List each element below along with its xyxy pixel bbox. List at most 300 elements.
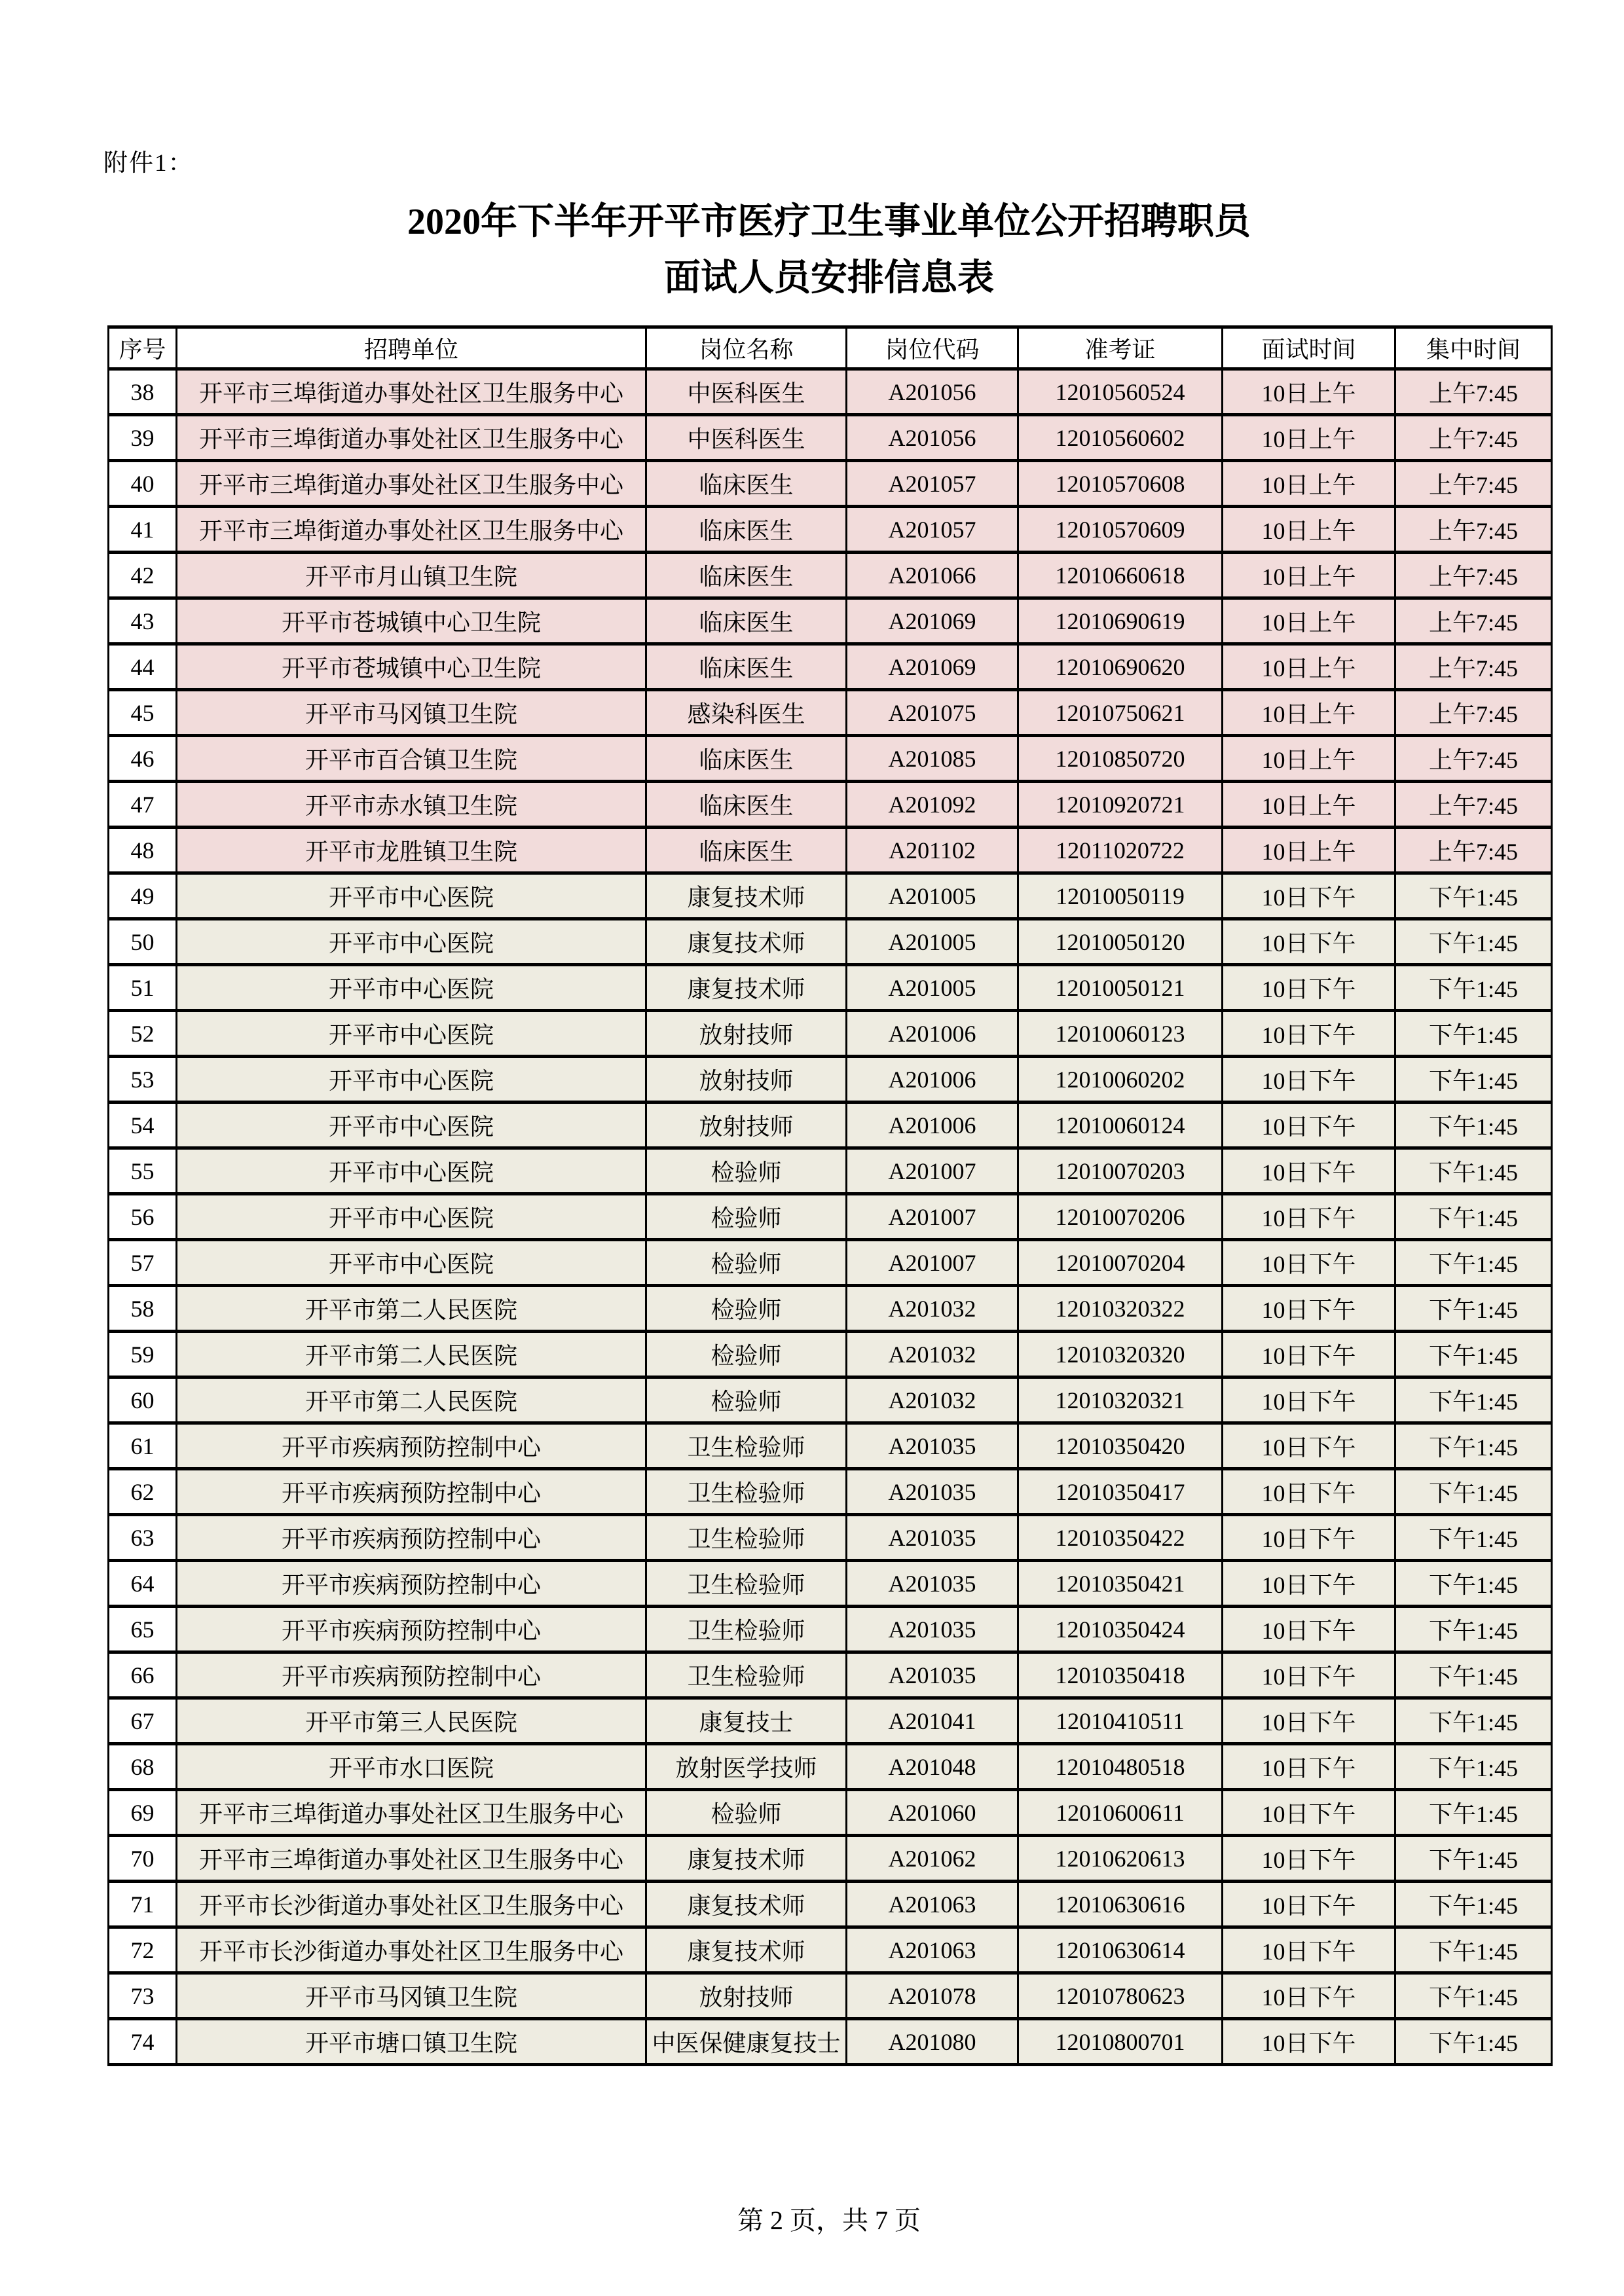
position-cell: 放射技师 bbox=[646, 1011, 847, 1057]
table-row bbox=[109, 1286, 1552, 1332]
table-header-row bbox=[109, 327, 1552, 369]
serial-cell: 64 bbox=[109, 1561, 177, 1607]
ticket-cell: 12011020722 bbox=[1018, 828, 1223, 873]
table-row bbox=[109, 1607, 1552, 1652]
serial-cell: 45 bbox=[109, 690, 177, 736]
serial-cell: 39 bbox=[109, 415, 177, 461]
ticket-cell: 12010480518 bbox=[1018, 1744, 1223, 1790]
interview-time-cell: 10日上午 bbox=[1223, 369, 1395, 415]
interview-time-cell: 10日下午 bbox=[1223, 1607, 1395, 1652]
position-cell: 放射技师 bbox=[646, 1102, 847, 1148]
code-cell: A201035 bbox=[847, 1423, 1018, 1469]
ticket-cell: 12010600611 bbox=[1018, 1790, 1223, 1836]
serial-cell: 57 bbox=[109, 1240, 177, 1286]
interview-time-cell: 10日下午 bbox=[1223, 1423, 1395, 1469]
unit-cell: 开平市马冈镇卫生院 bbox=[177, 1973, 646, 2019]
table-row bbox=[109, 1423, 1552, 1469]
code-cell: A201032 bbox=[847, 1332, 1018, 1377]
unit-cell: 开平市三埠街道办事处社区卫生服务中心 bbox=[177, 507, 646, 553]
header-assembly-time: 集中时间 bbox=[1395, 327, 1552, 369]
ticket-cell: 12010350418 bbox=[1018, 1652, 1223, 1698]
ticket-cell: 12010690620 bbox=[1018, 644, 1223, 690]
ticket-cell: 12010560524 bbox=[1018, 369, 1223, 415]
interview-time-cell: 10日上午 bbox=[1223, 644, 1395, 690]
position-cell: 卫生检验师 bbox=[646, 1515, 847, 1561]
position-cell: 临床医生 bbox=[646, 736, 847, 782]
table-row bbox=[109, 507, 1552, 553]
serial-cell: 67 bbox=[109, 1698, 177, 1744]
position-cell: 康复技术师 bbox=[646, 1882, 847, 1927]
assembly-time-cell: 上午7:45 bbox=[1395, 598, 1552, 644]
serial-cell: 50 bbox=[109, 919, 177, 965]
table-row bbox=[109, 1927, 1552, 1973]
interview-time-cell: 10日下午 bbox=[1223, 1561, 1395, 1607]
table-row bbox=[109, 369, 1552, 415]
assembly-time-cell: 下午1:45 bbox=[1395, 1332, 1552, 1377]
table-row bbox=[109, 415, 1552, 461]
page-number-footer: 第 2 页，共 7 页 bbox=[737, 2206, 921, 2235]
unit-cell: 开平市第二人民医院 bbox=[177, 1377, 646, 1423]
code-cell: A201007 bbox=[847, 1240, 1018, 1286]
unit-cell: 开平市中心医院 bbox=[177, 1102, 646, 1148]
interview-time-cell: 10日下午 bbox=[1223, 1194, 1395, 1240]
unit-cell: 开平市疾病预防控制中心 bbox=[177, 1607, 646, 1652]
unit-cell: 开平市中心医院 bbox=[177, 919, 646, 965]
table-row bbox=[109, 1469, 1552, 1515]
code-cell: A201075 bbox=[847, 690, 1018, 736]
interview-time-cell: 10日下午 bbox=[1223, 919, 1395, 965]
position-cell: 康复技术师 bbox=[646, 965, 847, 1011]
serial-cell: 40 bbox=[109, 461, 177, 507]
code-cell: A201078 bbox=[847, 1973, 1018, 2019]
code-cell: A201005 bbox=[847, 873, 1018, 919]
ticket-cell: 12010320320 bbox=[1018, 1332, 1223, 1377]
position-cell: 检验师 bbox=[646, 1194, 847, 1240]
assembly-time-cell: 上午7:45 bbox=[1395, 369, 1552, 415]
assembly-time-cell: 下午1:45 bbox=[1395, 1607, 1552, 1652]
code-cell: A201102 bbox=[847, 828, 1018, 873]
page-title-line1: 2020年下半年开平市医疗卫生事业单位公开招聘职员 bbox=[407, 202, 1251, 242]
position-cell: 临床医生 bbox=[646, 461, 847, 507]
assembly-time-cell: 下午1:45 bbox=[1395, 1194, 1552, 1240]
serial-cell: 72 bbox=[109, 1927, 177, 1973]
ticket-cell: 12010750621 bbox=[1018, 690, 1223, 736]
assembly-time-cell: 下午1:45 bbox=[1395, 1377, 1552, 1423]
ticket-cell: 12010070206 bbox=[1018, 1194, 1223, 1240]
serial-cell: 70 bbox=[109, 1836, 177, 1882]
interview-time-cell: 10日下午 bbox=[1223, 1057, 1395, 1102]
unit-cell: 开平市塘口镇卫生院 bbox=[177, 2019, 646, 2065]
unit-cell: 开平市疾病预防控制中心 bbox=[177, 1561, 646, 1607]
serial-cell: 42 bbox=[109, 553, 177, 598]
unit-cell: 开平市第三人民医院 bbox=[177, 1698, 646, 1744]
interview-time-cell: 10日下午 bbox=[1223, 1882, 1395, 1927]
assembly-time-cell: 下午1:45 bbox=[1395, 873, 1552, 919]
unit-cell: 开平市三埠街道办事处社区卫生服务中心 bbox=[177, 415, 646, 461]
ticket-cell: 12010630614 bbox=[1018, 1927, 1223, 1973]
interview-time-cell: 10日下午 bbox=[1223, 1652, 1395, 1698]
interview-time-cell: 10日下午 bbox=[1223, 873, 1395, 919]
interview-time-cell: 10日下午 bbox=[1223, 2019, 1395, 2065]
ticket-cell: 12010320321 bbox=[1018, 1377, 1223, 1423]
unit-cell: 开平市疾病预防控制中心 bbox=[177, 1652, 646, 1698]
table-row bbox=[109, 1377, 1552, 1423]
table-row bbox=[109, 1011, 1552, 1057]
code-cell: A201056 bbox=[847, 415, 1018, 461]
assembly-time-cell: 下午1:45 bbox=[1395, 1240, 1552, 1286]
assembly-time-cell: 下午1:45 bbox=[1395, 1469, 1552, 1515]
assembly-time-cell: 下午1:45 bbox=[1395, 1652, 1552, 1698]
position-cell: 临床医生 bbox=[646, 644, 847, 690]
position-cell: 中医科医生 bbox=[646, 415, 847, 461]
unit-cell: 开平市中心医院 bbox=[177, 1011, 646, 1057]
table-row bbox=[109, 553, 1552, 598]
table-row bbox=[109, 598, 1552, 644]
unit-cell: 开平市中心医院 bbox=[177, 873, 646, 919]
interview-time-cell: 10日上午 bbox=[1223, 461, 1395, 507]
position-cell: 临床医生 bbox=[646, 598, 847, 644]
interview-time-cell: 10日下午 bbox=[1223, 1469, 1395, 1515]
table-row bbox=[109, 690, 1552, 736]
unit-cell: 开平市马冈镇卫生院 bbox=[177, 690, 646, 736]
assembly-time-cell: 下午1:45 bbox=[1395, 1927, 1552, 1973]
position-cell: 中医保健康复技士 bbox=[646, 2019, 847, 2065]
interview-time-cell: 10日下午 bbox=[1223, 1790, 1395, 1836]
interview-time-cell: 10日上午 bbox=[1223, 736, 1395, 782]
ticket-cell: 12010070204 bbox=[1018, 1240, 1223, 1286]
code-cell: A201085 bbox=[847, 736, 1018, 782]
interview-time-cell: 10日下午 bbox=[1223, 1148, 1395, 1194]
ticket-cell: 12010320322 bbox=[1018, 1286, 1223, 1332]
serial-cell: 63 bbox=[109, 1515, 177, 1561]
position-cell: 卫生检验师 bbox=[646, 1561, 847, 1607]
ticket-cell: 12010620613 bbox=[1018, 1836, 1223, 1882]
assembly-time-cell: 下午1:45 bbox=[1395, 1102, 1552, 1148]
code-cell: A201062 bbox=[847, 1836, 1018, 1882]
code-cell: A201069 bbox=[847, 644, 1018, 690]
unit-cell: 开平市疾病预防控制中心 bbox=[177, 1469, 646, 1515]
interview-time-cell: 10日下午 bbox=[1223, 965, 1395, 1011]
assembly-time-cell: 下午1:45 bbox=[1395, 1515, 1552, 1561]
position-cell: 放射技师 bbox=[646, 1973, 847, 2019]
assembly-time-cell: 上午7:45 bbox=[1395, 690, 1552, 736]
ticket-cell: 12010060124 bbox=[1018, 1102, 1223, 1148]
ticket-cell: 12010350420 bbox=[1018, 1423, 1223, 1469]
table-row bbox=[109, 1790, 1552, 1836]
code-cell: A201063 bbox=[847, 1927, 1018, 1973]
header-ticket: 准考证 bbox=[1018, 327, 1223, 369]
table-row bbox=[109, 1240, 1552, 1286]
interview-time-cell: 10日上午 bbox=[1223, 507, 1395, 553]
serial-cell: 60 bbox=[109, 1377, 177, 1423]
unit-cell: 开平市中心医院 bbox=[177, 1148, 646, 1194]
unit-cell: 开平市疾病预防控制中心 bbox=[177, 1515, 646, 1561]
ticket-cell: 12010050120 bbox=[1018, 919, 1223, 965]
assembly-time-cell: 下午1:45 bbox=[1395, 1057, 1552, 1102]
position-cell: 检验师 bbox=[646, 1148, 847, 1194]
interview-time-cell: 10日上午 bbox=[1223, 553, 1395, 598]
serial-cell: 44 bbox=[109, 644, 177, 690]
serial-cell: 71 bbox=[109, 1882, 177, 1927]
code-cell: A201092 bbox=[847, 782, 1018, 828]
table-row bbox=[109, 1561, 1552, 1607]
interview-time-cell: 10日下午 bbox=[1223, 1377, 1395, 1423]
ticket-cell: 12010850720 bbox=[1018, 736, 1223, 782]
serial-cell: 69 bbox=[109, 1790, 177, 1836]
ticket-cell: 12010410511 bbox=[1018, 1698, 1223, 1744]
code-cell: A201041 bbox=[847, 1698, 1018, 1744]
unit-cell: 开平市三埠街道办事处社区卫生服务中心 bbox=[177, 369, 646, 415]
unit-cell: 开平市疾病预防控制中心 bbox=[177, 1423, 646, 1469]
code-cell: A201057 bbox=[847, 461, 1018, 507]
table-row bbox=[109, 919, 1552, 965]
ticket-cell: 12010690619 bbox=[1018, 598, 1223, 644]
unit-cell: 开平市水口医院 bbox=[177, 1744, 646, 1790]
table-row bbox=[109, 873, 1552, 919]
unit-cell: 开平市中心医院 bbox=[177, 1240, 646, 1286]
unit-cell: 开平市三埠街道办事处社区卫生服务中心 bbox=[177, 1836, 646, 1882]
ticket-cell: 12010660618 bbox=[1018, 553, 1223, 598]
position-cell: 卫生检验师 bbox=[646, 1469, 847, 1515]
code-cell: A201080 bbox=[847, 2019, 1018, 2065]
interview-time-cell: 10日下午 bbox=[1223, 1102, 1395, 1148]
unit-cell: 开平市苍城镇中心卫生院 bbox=[177, 644, 646, 690]
table-row bbox=[109, 736, 1552, 782]
serial-cell: 47 bbox=[109, 782, 177, 828]
serial-cell: 52 bbox=[109, 1011, 177, 1057]
table-row bbox=[109, 1148, 1552, 1194]
code-cell: A201035 bbox=[847, 1607, 1018, 1652]
position-cell: 卫生检验师 bbox=[646, 1423, 847, 1469]
position-cell: 中医科医生 bbox=[646, 369, 847, 415]
assembly-time-cell: 下午1:45 bbox=[1395, 2019, 1552, 2065]
unit-cell: 开平市中心医院 bbox=[177, 1057, 646, 1102]
interview-time-cell: 10日下午 bbox=[1223, 1698, 1395, 1744]
serial-cell: 51 bbox=[109, 965, 177, 1011]
ticket-cell: 12010570608 bbox=[1018, 461, 1223, 507]
assembly-time-cell: 下午1:45 bbox=[1395, 1790, 1552, 1836]
position-cell: 康复技术师 bbox=[646, 919, 847, 965]
table-row bbox=[109, 1652, 1552, 1698]
interview-time-cell: 10日下午 bbox=[1223, 1240, 1395, 1286]
header-code: 岗位代码 bbox=[847, 327, 1018, 369]
interview-time-cell: 10日下午 bbox=[1223, 1515, 1395, 1561]
table-row bbox=[109, 965, 1552, 1011]
ticket-cell: 12010350417 bbox=[1018, 1469, 1223, 1515]
unit-cell: 开平市三埠街道办事处社区卫生服务中心 bbox=[177, 1790, 646, 1836]
ticket-cell: 12010350424 bbox=[1018, 1607, 1223, 1652]
ticket-cell: 12010350421 bbox=[1018, 1561, 1223, 1607]
position-cell: 检验师 bbox=[646, 1240, 847, 1286]
position-cell: 检验师 bbox=[646, 1332, 847, 1377]
code-cell: A201006 bbox=[847, 1011, 1018, 1057]
interview-time-cell: 10日下午 bbox=[1223, 1836, 1395, 1882]
assembly-time-cell: 下午1:45 bbox=[1395, 1744, 1552, 1790]
assembly-time-cell: 上午7:45 bbox=[1395, 782, 1552, 828]
table-row bbox=[109, 1973, 1552, 2019]
page-title-line2: 面试人员安排信息表 bbox=[664, 258, 994, 299]
serial-cell: 66 bbox=[109, 1652, 177, 1698]
serial-cell: 65 bbox=[109, 1607, 177, 1652]
unit-cell: 开平市三埠街道办事处社区卫生服务中心 bbox=[177, 461, 646, 507]
code-cell: A201066 bbox=[847, 553, 1018, 598]
unit-cell: 开平市赤水镇卫生院 bbox=[177, 782, 646, 828]
position-cell: 检验师 bbox=[646, 1790, 847, 1836]
serial-cell: 53 bbox=[109, 1057, 177, 1102]
interview-time-cell: 10日下午 bbox=[1223, 1011, 1395, 1057]
attachment-label: 附件1： bbox=[103, 150, 194, 177]
ticket-cell: 12010570609 bbox=[1018, 507, 1223, 553]
serial-cell: 62 bbox=[109, 1469, 177, 1515]
code-cell: A201005 bbox=[847, 965, 1018, 1011]
assembly-time-cell: 下午1:45 bbox=[1395, 1561, 1552, 1607]
interview-time-cell: 10日下午 bbox=[1223, 1927, 1395, 1973]
table-row bbox=[109, 461, 1552, 507]
interview-schedule-table bbox=[107, 325, 1553, 2066]
assembly-time-cell: 下午1:45 bbox=[1395, 965, 1552, 1011]
assembly-time-cell: 下午1:45 bbox=[1395, 1011, 1552, 1057]
serial-cell: 68 bbox=[109, 1744, 177, 1790]
assembly-time-cell: 上午7:45 bbox=[1395, 828, 1552, 873]
ticket-cell: 12010920721 bbox=[1018, 782, 1223, 828]
interview-time-cell: 10日下午 bbox=[1223, 1744, 1395, 1790]
ticket-cell: 12010050121 bbox=[1018, 965, 1223, 1011]
ticket-cell: 12010800701 bbox=[1018, 2019, 1223, 2065]
header-position: 岗位名称 bbox=[646, 327, 847, 369]
interview-time-cell: 10日上午 bbox=[1223, 782, 1395, 828]
code-cell: A201032 bbox=[847, 1286, 1018, 1332]
code-cell: A201005 bbox=[847, 919, 1018, 965]
ticket-cell: 12010780623 bbox=[1018, 1973, 1223, 2019]
code-cell: A201035 bbox=[847, 1561, 1018, 1607]
page-title bbox=[107, 194, 1551, 306]
ticket-cell: 12010630616 bbox=[1018, 1882, 1223, 1927]
position-cell: 临床医生 bbox=[646, 553, 847, 598]
unit-cell: 开平市长沙街道办事处社区卫生服务中心 bbox=[177, 1882, 646, 1927]
header-serial: 序号 bbox=[109, 327, 177, 369]
assembly-time-cell: 下午1:45 bbox=[1395, 1882, 1552, 1927]
table-row bbox=[109, 1515, 1552, 1561]
code-cell: A201007 bbox=[847, 1148, 1018, 1194]
position-cell: 康复技士 bbox=[646, 1698, 847, 1744]
interview-time-cell: 10日上午 bbox=[1223, 828, 1395, 873]
ticket-cell: 12010060123 bbox=[1018, 1011, 1223, 1057]
table-row bbox=[109, 1332, 1552, 1377]
table-row bbox=[109, 1698, 1552, 1744]
code-cell: A201006 bbox=[847, 1057, 1018, 1102]
assembly-time-cell: 下午1:45 bbox=[1395, 1698, 1552, 1744]
interview-time-cell: 10日下午 bbox=[1223, 1973, 1395, 2019]
serial-cell: 48 bbox=[109, 828, 177, 873]
table-row bbox=[109, 1882, 1552, 1927]
interview-time-cell: 10日下午 bbox=[1223, 1286, 1395, 1332]
table-row bbox=[109, 1102, 1552, 1148]
table-row bbox=[109, 2019, 1552, 2065]
serial-cell: 43 bbox=[109, 598, 177, 644]
interview-time-cell: 10日上午 bbox=[1223, 598, 1395, 644]
position-cell: 康复技术师 bbox=[646, 873, 847, 919]
unit-cell: 开平市第二人民医院 bbox=[177, 1286, 646, 1332]
serial-cell: 55 bbox=[109, 1148, 177, 1194]
position-cell: 临床医生 bbox=[646, 782, 847, 828]
assembly-time-cell: 上午7:45 bbox=[1395, 644, 1552, 690]
code-cell: A201056 bbox=[847, 369, 1018, 415]
code-cell: A201057 bbox=[847, 507, 1018, 553]
serial-cell: 49 bbox=[109, 873, 177, 919]
table-row bbox=[109, 1194, 1552, 1240]
position-cell: 卫生检验师 bbox=[646, 1652, 847, 1698]
unit-cell: 开平市苍城镇中心卫生院 bbox=[177, 598, 646, 644]
code-cell: A201007 bbox=[847, 1194, 1018, 1240]
assembly-time-cell: 上午7:45 bbox=[1395, 461, 1552, 507]
serial-cell: 56 bbox=[109, 1194, 177, 1240]
serial-cell: 61 bbox=[109, 1423, 177, 1469]
position-cell: 康复技术师 bbox=[646, 1836, 847, 1882]
interview-time-cell: 10日下午 bbox=[1223, 1332, 1395, 1377]
serial-cell: 59 bbox=[109, 1332, 177, 1377]
assembly-time-cell: 上午7:45 bbox=[1395, 736, 1552, 782]
assembly-time-cell: 下午1:45 bbox=[1395, 919, 1552, 965]
ticket-cell: 12010350422 bbox=[1018, 1515, 1223, 1561]
position-cell: 检验师 bbox=[646, 1377, 847, 1423]
unit-cell: 开平市百合镇卫生院 bbox=[177, 736, 646, 782]
serial-cell: 73 bbox=[109, 1973, 177, 2019]
table-row bbox=[109, 828, 1552, 873]
position-cell: 康复技术师 bbox=[646, 1927, 847, 1973]
serial-cell: 46 bbox=[109, 736, 177, 782]
position-cell: 检验师 bbox=[646, 1286, 847, 1332]
header-interview-time: 面试时间 bbox=[1223, 327, 1395, 369]
table-row bbox=[109, 644, 1552, 690]
position-cell: 感染科医生 bbox=[646, 690, 847, 736]
serial-cell: 74 bbox=[109, 2019, 177, 2065]
assembly-time-cell: 下午1:45 bbox=[1395, 1148, 1552, 1194]
ticket-cell: 12010070203 bbox=[1018, 1148, 1223, 1194]
position-cell: 临床医生 bbox=[646, 828, 847, 873]
serial-cell: 54 bbox=[109, 1102, 177, 1148]
ticket-cell: 12010050119 bbox=[1018, 873, 1223, 919]
position-cell: 卫生检验师 bbox=[646, 1607, 847, 1652]
unit-cell: 开平市长沙街道办事处社区卫生服务中心 bbox=[177, 1927, 646, 1973]
assembly-time-cell: 下午1:45 bbox=[1395, 1286, 1552, 1332]
position-cell: 放射医学技师 bbox=[646, 1744, 847, 1790]
interview-time-cell: 10日上午 bbox=[1223, 415, 1395, 461]
table-row bbox=[109, 1836, 1552, 1882]
ticket-cell: 12010060202 bbox=[1018, 1057, 1223, 1102]
unit-cell: 开平市中心医院 bbox=[177, 1194, 646, 1240]
assembly-time-cell: 上午7:45 bbox=[1395, 507, 1552, 553]
interview-time-cell: 10日上午 bbox=[1223, 690, 1395, 736]
code-cell: A201048 bbox=[847, 1744, 1018, 1790]
code-cell: A201035 bbox=[847, 1469, 1018, 1515]
assembly-time-cell: 下午1:45 bbox=[1395, 1973, 1552, 2019]
unit-cell: 开平市第二人民医院 bbox=[177, 1332, 646, 1377]
assembly-time-cell: 下午1:45 bbox=[1395, 1836, 1552, 1882]
serial-cell: 41 bbox=[109, 507, 177, 553]
table-row bbox=[109, 1057, 1552, 1102]
unit-cell: 开平市龙胜镇卫生院 bbox=[177, 828, 646, 873]
table-row bbox=[109, 1744, 1552, 1790]
code-cell: A201035 bbox=[847, 1652, 1018, 1698]
serial-cell: 58 bbox=[109, 1286, 177, 1332]
unit-cell: 开平市月山镇卫生院 bbox=[177, 553, 646, 598]
table-row bbox=[109, 782, 1552, 828]
assembly-time-cell: 下午1:45 bbox=[1395, 1423, 1552, 1469]
code-cell: A201006 bbox=[847, 1102, 1018, 1148]
code-cell: A201032 bbox=[847, 1377, 1018, 1423]
assembly-time-cell: 上午7:45 bbox=[1395, 553, 1552, 598]
unit-cell: 开平市中心医院 bbox=[177, 965, 646, 1011]
